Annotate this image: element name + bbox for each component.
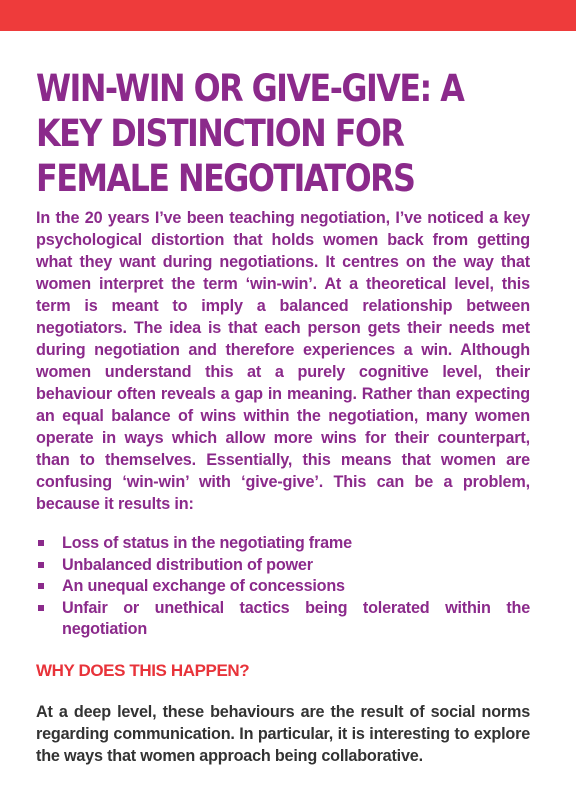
top-accent-bar (0, 0, 576, 31)
article-title: WIN-WIN OR GIVE-GIVE: A KEY DISTINCTION FOR FEMALE NEGOTIATORS (36, 67, 464, 200)
square-bullet-icon (38, 605, 44, 611)
bullet-text: Loss of status in the negotiating frame (62, 534, 352, 552)
intro-paragraph: In the 20 years I’ve been teaching negotiation, I’ve noticed a key psychological distortion that holds women back from getting what they want during negotiations. It centres on the way that women interpret the term ‘win-win’. At a theoretical level, this term is meant to imply a balanced relationship between negotiators. The idea is that each person gets their needs met during negotiation and therefore experiences a win. Although women understand this at a purely cognitive level, their behaviour often reveals a gap in meaning. Rather than expecting an equal balance of wins within the negotiation, many women operate in ways which allow more wins for their counterpart, than to themselves. Essentially, this means that women are confusing ‘win-win’ with ‘give-give’. This can be a problem, because it results in: (36, 209, 530, 513)
bullet-item (36, 533, 530, 555)
article-content (36, 66, 530, 767)
bullet-item (36, 555, 530, 577)
square-bullet-icon (38, 562, 44, 568)
section-heading: WHY DOES THIS HAPPEN? (36, 660, 250, 680)
bullet-item (36, 598, 530, 641)
bullet-list (36, 533, 530, 641)
bullet-item (36, 576, 530, 598)
bullet-text: Unfair or unethical tactics being tolerated within the negotiation (62, 598, 530, 638)
square-bullet-icon (38, 583, 44, 589)
bullet-text: Unbalanced distribution of power (62, 555, 313, 574)
body-paragraph: At a deep level, these behaviours are the result of social norms regarding communication. In particular, it is interesting to explore the ways that women approach being collaborative. (36, 702, 530, 765)
square-bullet-icon (38, 540, 44, 546)
bullet-text: An unequal exchange of concessions (62, 577, 345, 595)
